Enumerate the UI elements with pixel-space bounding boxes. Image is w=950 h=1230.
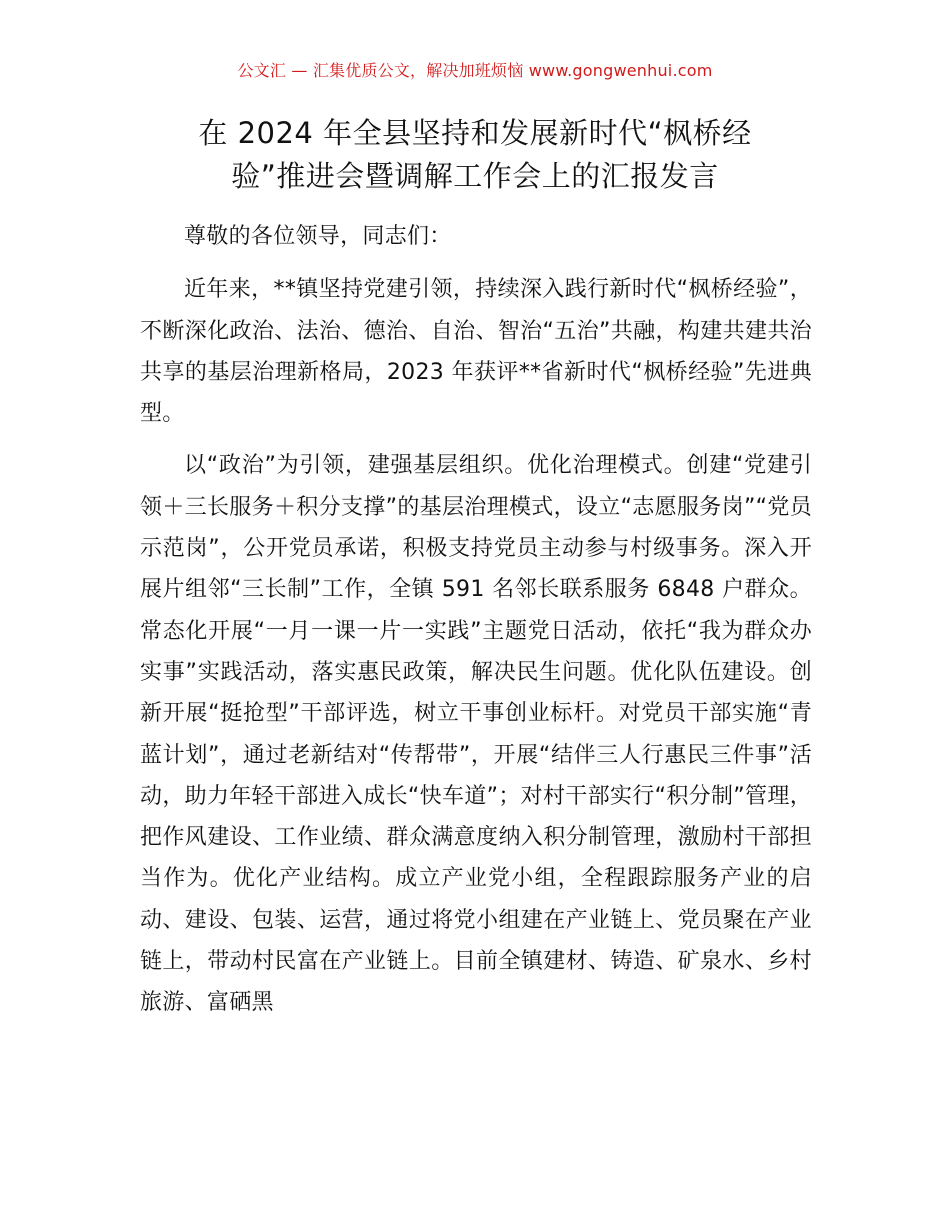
paragraph-intro: 近年来，**镇坚持党建引领，持续深入践行新时代“枫桥经验”，不断深化政治、法治、德治、自治、智治“五治”共融，构建共建共治共享的基层治理新格局，2023 年获评**省新时代“枫桥经验”先进典型。 (140, 277, 812, 427)
paragraph-politics: 以“政治”为引领，建强基层组织。优化治理模式。创建“党建引领＋三长服务＋积分支撑”的基层治理模式，设立“志愿服务岗”“党员示范岗”，公开党员承诺，积极支持党员主动参与村级事务。深入开展片组邻“三长制”工作，全镇 591 名邻长联系服务 6848 户群众。常态化开展“一月一课一片一实践”主题党日活动，依托“我为群众办实事”实践活动，落实惠民政策，解决民生问题。优化队伍建设。创新开展“挺抢型”干部评选，树立干事创业标杆。对党员干部实施“青蓝计划”，通过老新结对“传帮带”，开展“结伴三人行惠民三件事”活动，助力年轻干部进入成长“快车道”；对村干部实行“积分制”管理，把作风建设、工作业绩、群众满意度纳入积分制管理，激励村干部担当作为。优化产业结构。成立产业党小组，全程跟踪服务产业的启动、建设、包装、运营，通过将党小组建在产业链上、党员聚在产业链上，带动村民富在产业链上。目前全镇建材、铸造、矿泉水、乡村旅游、富硒黑 (140, 453, 812, 1016)
title-line-1: 在 2024 年全县坚持和发展新时代“枫桥经 (198, 116, 752, 150)
document-body (140, 216, 812, 1035)
title-line-2: 验”推进会暨调解工作会上的汇报发言 (231, 159, 719, 193)
site-banner: 公文汇 — 汇集优质公文，解决加班烦恼 www.gongwenhui.com (237, 61, 713, 80)
document-title (140, 112, 810, 198)
salutation: 尊敬的各位领导，同志们： (184, 224, 452, 249)
